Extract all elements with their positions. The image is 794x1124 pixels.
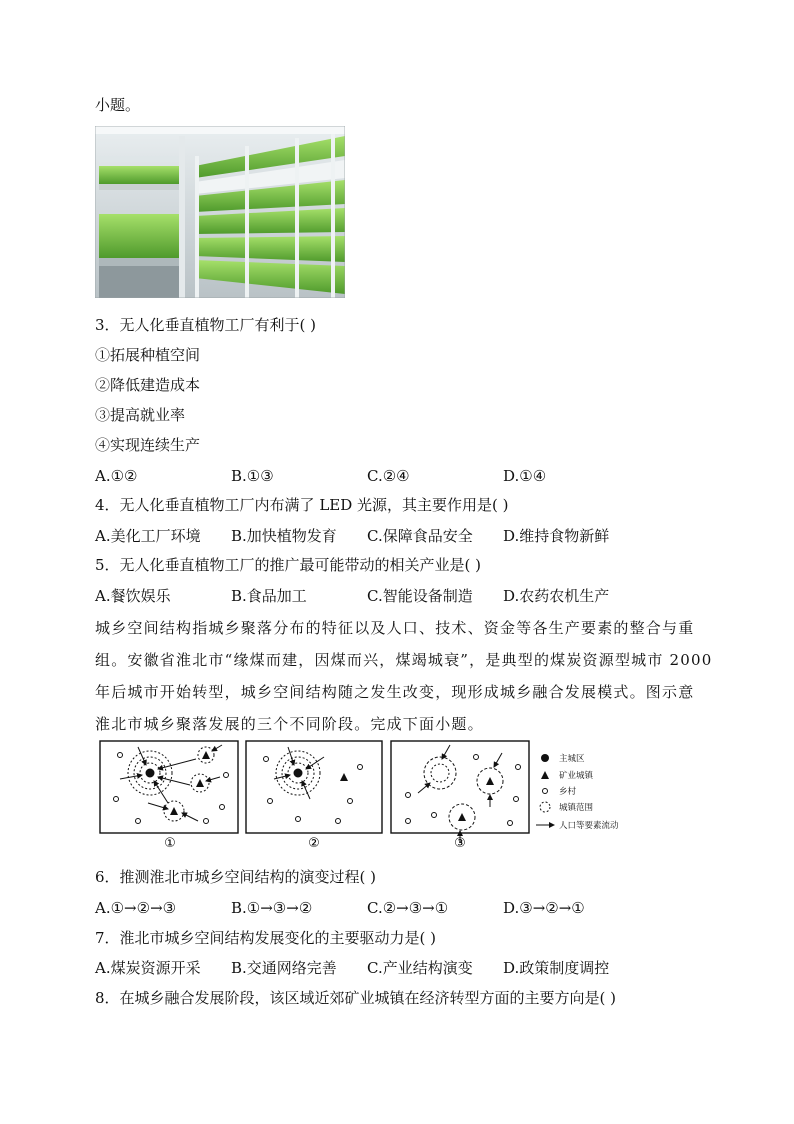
legend-village: 乡村 [559,787,577,797]
q3-item-3: ③提高就业率 [95,406,186,424]
q7-option-d[interactable]: D.政策制度调控 [503,959,610,977]
passage-line: 组。安徽省淮北市“缘煤而建，因煤而兴，煤竭城衰”，是典型的煤炭资源型城市 2000 [95,651,713,669]
legend-flow: 人口等要素流动 [559,821,619,831]
passage [95,612,713,740]
q3-option-d[interactable]: D.①④ [503,467,547,485]
q7-option-c[interactable]: C.产业结构演变 [367,959,473,977]
q3-option-a[interactable]: A.①② [95,467,138,485]
q5-stem: 5．无人化垂直植物工厂的推广最可能带动的相关产业是( ) [95,556,482,574]
q4-option-a[interactable]: A.美化工厂环境 [95,527,201,545]
legend-main-city: 主城区 [559,754,585,764]
q4-option-b[interactable]: B.加快植物发育 [231,527,337,545]
panel-2-frame [246,741,382,833]
q3-option-c[interactable]: C.②④ [367,467,410,485]
q5-option-b[interactable]: B.食品加工 [231,587,307,605]
q8-stem: 8．在城乡融合发展阶段，该区域近郊矿业城镇在经济转型方面的主要方向是( ) [95,989,617,1007]
q4-option-d[interactable]: D.维持食物新鲜 [503,527,610,545]
q7-stem: 7．淮北市城乡空间结构发展变化的主要驱动力是( ) [95,929,437,947]
legend-town-range-icon [540,802,550,812]
panel-3-town [486,777,494,785]
q3-item-1: ①拓展种植空间 [95,346,201,364]
passage-line: 城乡空间结构指城乡聚落分布的特征以及人口、技术、资金等各生产要素的整合与重 [95,619,695,637]
q3-item-4: ④实现连续生产 [95,436,201,454]
legend-village-icon [543,789,548,794]
panel-3 [406,745,521,843]
panel-label-1: ① [164,836,176,849]
legend-mining-town: 矿业城镇 [559,771,594,781]
q4-stem: 4．无人化垂直植物工厂内布满了 LED 光源，其主要作用是( ) [95,496,509,514]
legend-mining-town-icon [541,771,549,779]
legend-main-city-icon [541,754,549,762]
q5-option-c[interactable]: C.智能设备制造 [367,587,473,605]
panel-1 [114,745,229,824]
panel-2-town [340,773,348,781]
settlement-stages-figure [98,737,638,849]
q7-option-b[interactable]: B.交通网络完善 [231,959,337,977]
q4-option-c[interactable]: C.保障食品安全 [367,527,473,545]
q5-option-d[interactable]: D.农药农机生产 [503,587,610,605]
legend [536,753,619,831]
panel-2 [264,747,363,824]
q6-option-c[interactable]: C.②→③→① [367,899,449,917]
q6-option-a[interactable]: A.①→②→③ [95,899,177,917]
panel-3-town [458,813,466,821]
q3-option-b[interactable]: B.①③ [231,467,274,485]
q3-item-2: ②降低建造成本 [95,376,201,394]
legend-town-range: 城镇范围 [559,803,594,813]
q5-option-a[interactable]: A.餐饮娱乐 [95,587,171,605]
q3-stem: 3．无人化垂直植物工厂有利于( ) [95,316,317,334]
plant-factory-photo [95,126,345,298]
panel-label-3: ③ [454,836,466,849]
passage-line: 淮北市城乡聚落发展的三个不同阶段。完成下面小题。 [95,715,484,733]
panel-label-2: ② [308,836,320,849]
top-text: 小题。 [95,96,141,114]
q7-option-a[interactable]: A.煤炭资源开采 [95,959,201,977]
q6-option-b[interactable]: B.①→③→② [231,899,313,917]
passage-line: 年后城市开始转型，城乡空间结构随之发生改变，现形成城乡融合发展模式。图示意 [95,683,695,701]
q6-option-d[interactable]: D.③→②→① [503,899,585,917]
q6-stem: 6．推测淮北市城乡空间结构的演变过程( ) [95,868,377,886]
